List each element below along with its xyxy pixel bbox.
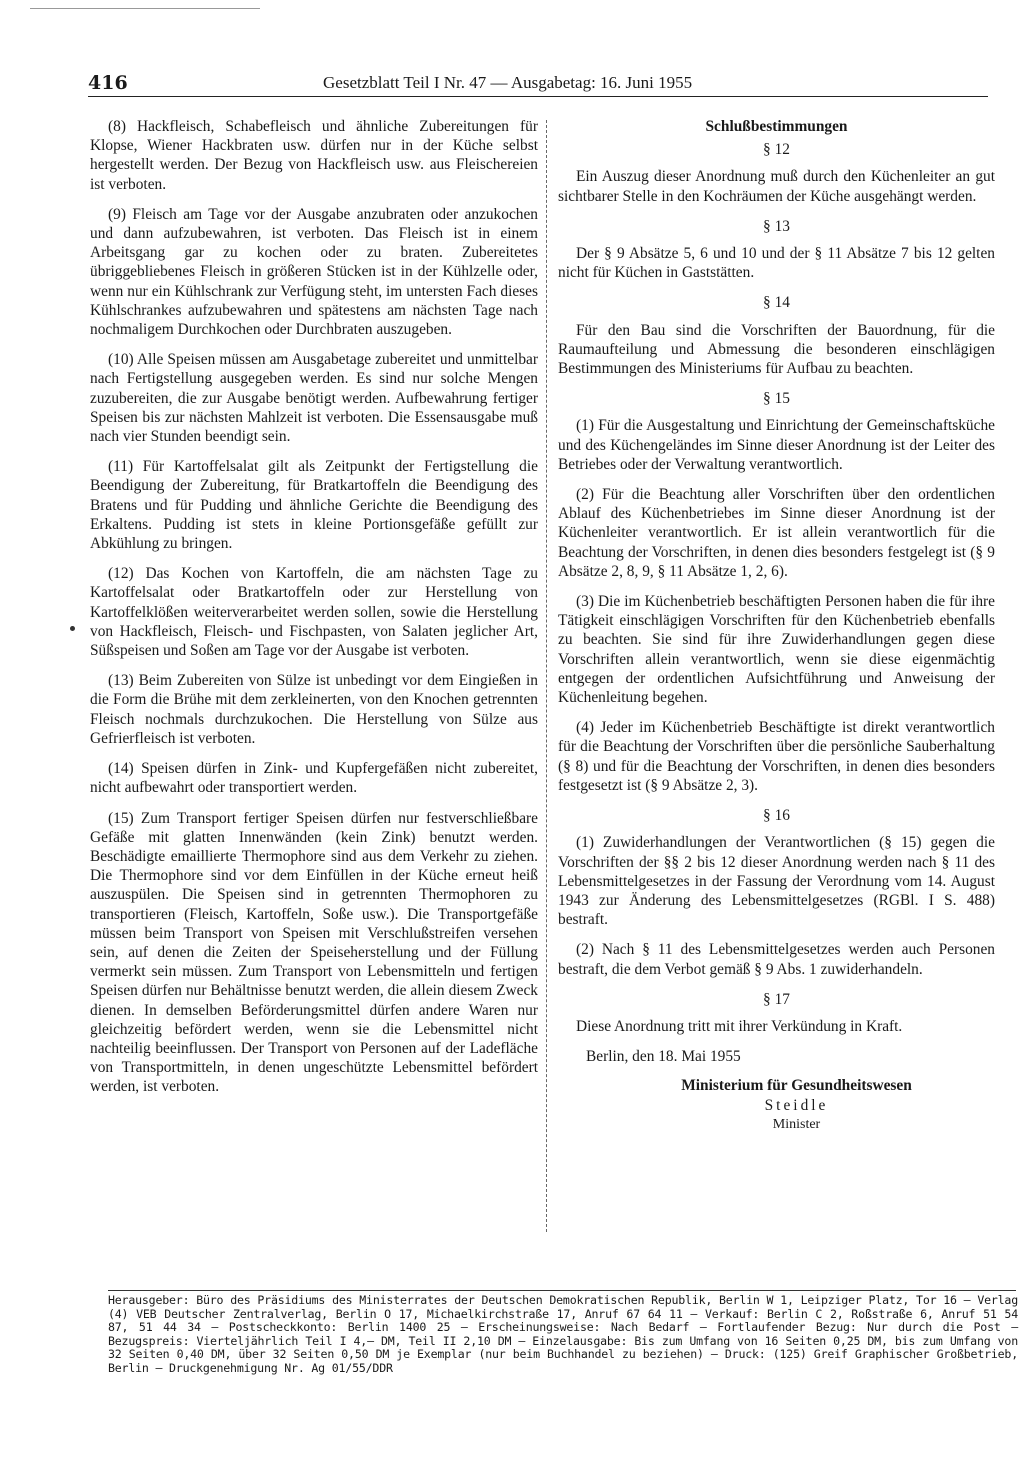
signature-title: Minister — [772, 1116, 821, 1132]
paragraph-13: (13) Beim Zubereiten von Sülze ist unbedingt vor dem Eingießen in die Form die Brühe mit dem zerkleinerten, von den Knochen getrennten Fleisch nochmals durchzukochen. Die Herstellung von Sülze aus Gefrierfleisch ist verboten. — [90, 672, 538, 747]
paragraph-8: (8) Hackfleisch, Schabefleisch und ähnliche Zubereitungen für Klopse, Wiener Hackbraten usw. dürfen nur in der Küche selbst hergestellt werden. Der Bezug von Hackfleisch usw. aus Fleischereien ist verboten. — [90, 118, 538, 193]
section-15-paragraph-1: (1) Für die Ausgestaltung und Einrichtung der Gemeinschaftsküche und des Küchengeländes im Sinne dieser Anordnung ist der Leiter des Betriebes oder der Verwaltung verantwortlich. — [558, 417, 995, 473]
section-16-paragraph-2: (2) Nach § 11 des Lebensmittelgesetzes werden auch Personen bestraft, die dem Verbot gemäß § 9 Abs. 1 zuwiderhandeln. — [558, 941, 995, 978]
header-rule — [88, 96, 988, 97]
section-16-paragraph-1: (1) Zuwiderhandlungen der Verantwortlichen (§ 15) gegen die Vorschriften der §§ 2 bis 12 dieser Anordnung werden nach § 11 des Lebensmittelgesetzes in der Fassung der Verordnung vom 14. August 1943 zur Änderung des Lebensmittelgesetzes (RGBl. I S. 488) bestraft. — [558, 834, 995, 929]
column-divider — [546, 120, 547, 1232]
section-15-paragraph-4: (4) Jeder im Küchenbetrieb Beschäftigte ist direkt verantwortlich für die Beachtung der Vorschriften über die persönliche Sauberhaltung (§ 8) und für die Beachtung der Vorschriften, in denen dies besonders festgesetzt ist (§ 9 Absätze 2, 3). — [558, 719, 995, 794]
section-number-17: § 17 — [763, 990, 790, 1008]
page-header — [88, 72, 983, 98]
paragraph-9: (9) Fleisch am Tage vor der Ausgabe anzubraten oder anzukochen und dann aufzubewahren, ist verboten. Das Fleisch ist in einem Arbeitsgang gar zu kochen oder zu braten. Zubereitetes übriggebliebenes Fleisch in größeren Stücken ist in der Kühlzelle oder, wenn nur ein Kühlschrank zur Verfügung steht, im untersten Fach dieses Kühlschrankes aufzubewahren und spätestens am nächsten Tage nach nochmaligem Durchkochen oder Durchbraten auszugeben. — [90, 205, 538, 339]
section-heading: Schlußbestimmungen — [705, 118, 848, 135]
footer-rule — [108, 1290, 1016, 1291]
signature-name: Steidle — [764, 1096, 829, 1114]
paragraph-10: (10) Alle Speisen müssen am Ausgabetage zubereitet und unmittelbar nach Fertigstellung ausgegeben werden. Es sind nur solche Mengen zuzubereiten, die zur Ausgabe benötigt werden. Aufbewahrung fertiger Speisen bis zur nächsten Mahlzeit ist verboten. Die Essensausgabe muß nach vier Stunden beendigt sein. — [90, 351, 538, 446]
imprint-footer — [108, 1294, 1018, 1376]
section-15-paragraph-2: (2) Für die Beachtung aller Vorschriften über den ordentlichen Ablauf des Küchenbetriebes im Sinne dieser Anordnung ist der Küchenleiter verantwortlich. Er ist allein verantwortlich für die Beachtung der Vorschriften, in denen dies besonders festgelegt ist (§ 9 Absätze 2, 8, 9, § 11 Absätze 1, 2, 6). — [558, 486, 995, 580]
page-number: 416 — [88, 72, 128, 94]
section-14-text: Für den Bau sind die Vorschriften der Bauordnung, für die Raumaufteilung und Abmessung die besonderen einschlägigen Bestimmungen des Ministeriums für Aufbau zu beachten. — [558, 321, 995, 378]
paragraph-14: (14) Speisen dürfen in Zink- und Kupfergefäßen nicht zubereitet, nicht aufbewahrt oder transportiert werden. — [90, 760, 538, 797]
running-head: Gesetzblatt Teil I Nr. 47 — Ausgabetag: 16. Juni 1955 — [323, 73, 693, 92]
signature-organization: Ministerium für Gesundheitswesen — [681, 1077, 912, 1095]
paragraph-15: (15) Zum Transport fertiger Speisen dürfen nur festverschließbare Gefäße mit glatten Innenwänden (kein Zink) benutzt werden. Beschädigte emaillierte Thermophore sind aus dem Verkehr zu ziehen. Die Thermophore sind vor dem Einfüllen in der Küche erneut heiß auszuspülen. Die Speisen sind in getrennten Thermophoren zu transportieren (Fleisch, Kartoffeln, Soße usw.). Die Transportgefäße müssen beim Transport von Speisen mit Verschlußstreifen versehen sein, auf denen die Zeiten der Speiseherstellung und der Füllung vermerkt sein müssen. Zum Transport von Lebensmitteln und fertigen Speisen dürfen nur Behältnisse benutzt werden, die allein diesem Zweck dienen. In demselben Beförderungsmittel dürfen andere Waren nur gleichzeitig befördert werden, wenn sie die Lebensmittel nicht nachteilig beeinflussen. Der Transport von Personen auf der Ladefläche von Transportmitteln, in denen ungeschützte Lebensmittel befördert werden, ist verboten. — [90, 809, 538, 1096]
paragraph-11: (11) Für Kartoffelsalat gilt als Zeitpunkt der Fertigstellung die Beendigung der Zubereitung, für Bratkartoffeln die Beendigung des Bratens und für Pudding und ähnliche Gerichte die Beendigung des Erkaltens. Pudding ist stets in kleine Portionsgefäße gefüllt zur Abkühlung zu bringen. — [90, 458, 538, 553]
margin-dot — [70, 626, 75, 631]
section-number-12: § 12 — [763, 141, 790, 159]
section-number-13: § 13 — [763, 217, 790, 235]
left-column — [90, 117, 538, 1108]
section-15-paragraph-3: (3) Die im Küchenbetrieb beschäftigten Personen haben die für ihre Tätigkeit einschlägigen Vorschriften für den Küchenbetrieb ebenfalls zu beachten. Sie sind für ihre Zuwiderhandlungen gegen diese Vorschriften allein verantwortlich, wenn sie diese eigenmächtig entgegen der ordentlichen Aufsichtführung und Anweisung der Küchenleitung begehen. — [558, 593, 995, 707]
section-12-text: Ein Auszug dieser Anordnung muß durch den Küchenleiter an gut sichtbarer Stelle in den Kochräumen der Küche ausgehängt werden. — [558, 168, 995, 205]
section-number-16: § 16 — [763, 807, 790, 825]
section-number-15: § 15 — [763, 390, 790, 408]
scan-artifact-line — [30, 8, 260, 9]
right-column — [558, 117, 995, 1134]
paragraph-12: (12) Das Kochen von Kartoffeln, die am nächsten Tage zu Kartoffelsalat oder Bratkartoffeln oder zur Herstellung von Kartoffelklößen weiterverarbeitet werden sollen, sowie die Herstellung von Hackfleisch, Fleisch- und Fischpasten, von Salaten jeglicher Art, Süßspeisen und Soßen am Tage vor der Ausgabe ist verboten. — [90, 565, 538, 660]
place-date: Berlin, den 18. Mai 1955 — [586, 1048, 741, 1066]
section-17-text: Diese Anordnung tritt mit ihrer Verkündung in Kraft. — [576, 1017, 903, 1035]
section-13-text: Der § 9 Absätze 5, 6 und 10 und der § 11 Absätze 7 bis 12 gelten nicht für Küchen in Gaststätten. — [558, 245, 995, 282]
section-number-14: § 14 — [763, 294, 790, 312]
imprint-text: Herausgeber: Büro des Präsidiums des Ministerrates der Deutschen Demokratischen Republik, Berlin W 1, Leipziger Platz, Tor 16 — Verlag (4) VEB Deutscher Zentralverlag, Berlin O 17, Michaelkirchstraße 17, Anruf 67 64 11 — Verkauf: Berlin C 2, Roßstraße 6, Anruf 51 54 87, 51 44 34 — Postscheckkonto: Berlin 1400 25 — Erscheinungsweise: Nach Bedarf — Fortlaufender Bezug: Nur durch die Post — Bezugspreis: Vierteljährlich Teil I 4,— DM, Teil II 2,10 DM — Einzelausgabe: Bis zum Umfang von 16 Seiten 0,25 DM, bis zum Umfang von 32 Seiten 0,40 DM, über 32 Seiten 0,50 DM je Exemplar (nur beim Buchhandel zu beziehen) — Druck: (125) Greif Graphischer Großbetrieb, Berlin — Druckgenehmigung Nr. Ag 01/55/DDR — [108, 1293, 1018, 1375]
